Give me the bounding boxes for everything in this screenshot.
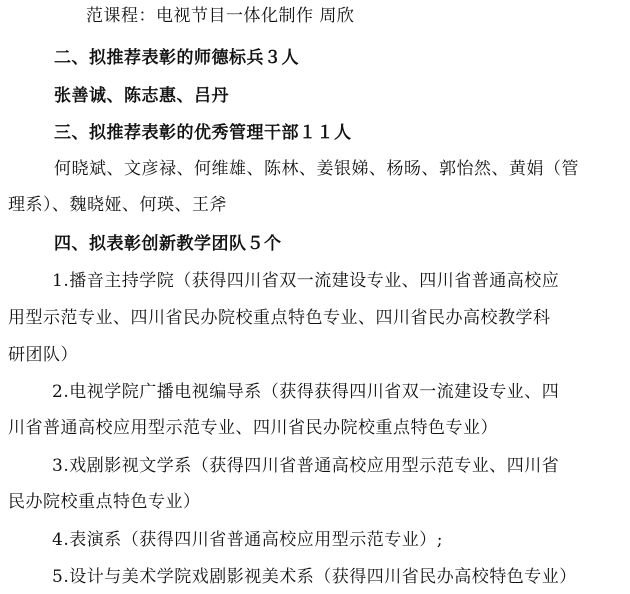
section2-names: 张善诚、陈志惠、吕丹 [54, 86, 229, 106]
team1-line1: 1.播音主持学院（获得四川省双一流建设专业、四川省普通高校应 [52, 271, 560, 291]
section4-heading: 四、拟表彰创新教学团队５个 [54, 234, 282, 254]
team2-line2: 川省普通高校应用型示范专业、四川省民办院校重点特色专业） [8, 418, 498, 438]
section3-names-line1: 何晓斌、文彦禄、何维雄、陈林、姜银娣、杨旸、郭怡然、黄娟（管 [54, 159, 579, 179]
section3-names-line2: 理系）、魏晓娅、何瑛、王斧 [8, 195, 227, 215]
section3-heading: 三、拟推荐表彰的优秀管理干部１１人 [54, 123, 352, 143]
team5-line1: 5.设计与美术学院戏剧影视美术系（获得四川省民办高校特色专业） [52, 567, 577, 587]
team4-line1: 4.表演系（获得四川省普通高校应用型示范专业）; [52, 530, 443, 550]
course-line: 范课程：电视节目一体化制作 周欣 [86, 6, 355, 26]
team3-line1: 3.戏剧影视文学系（获得四川省普通高校应用型示范专业、四川省 [52, 456, 560, 476]
section2-heading: 二、拟推荐表彰的师德标兵３人 [54, 48, 299, 68]
team2-line1: 2.电视学院广播电视编导系（获得获得四川省双一流建设专业、四 [52, 382, 560, 402]
team1-line3: 研团队） [8, 345, 78, 365]
team3-line2: 民办院校重点特色专业） [8, 492, 201, 512]
team1-line2: 用型示范专业、四川省民办院校重点特色专业、四川省民办高校教学科 [8, 308, 551, 328]
